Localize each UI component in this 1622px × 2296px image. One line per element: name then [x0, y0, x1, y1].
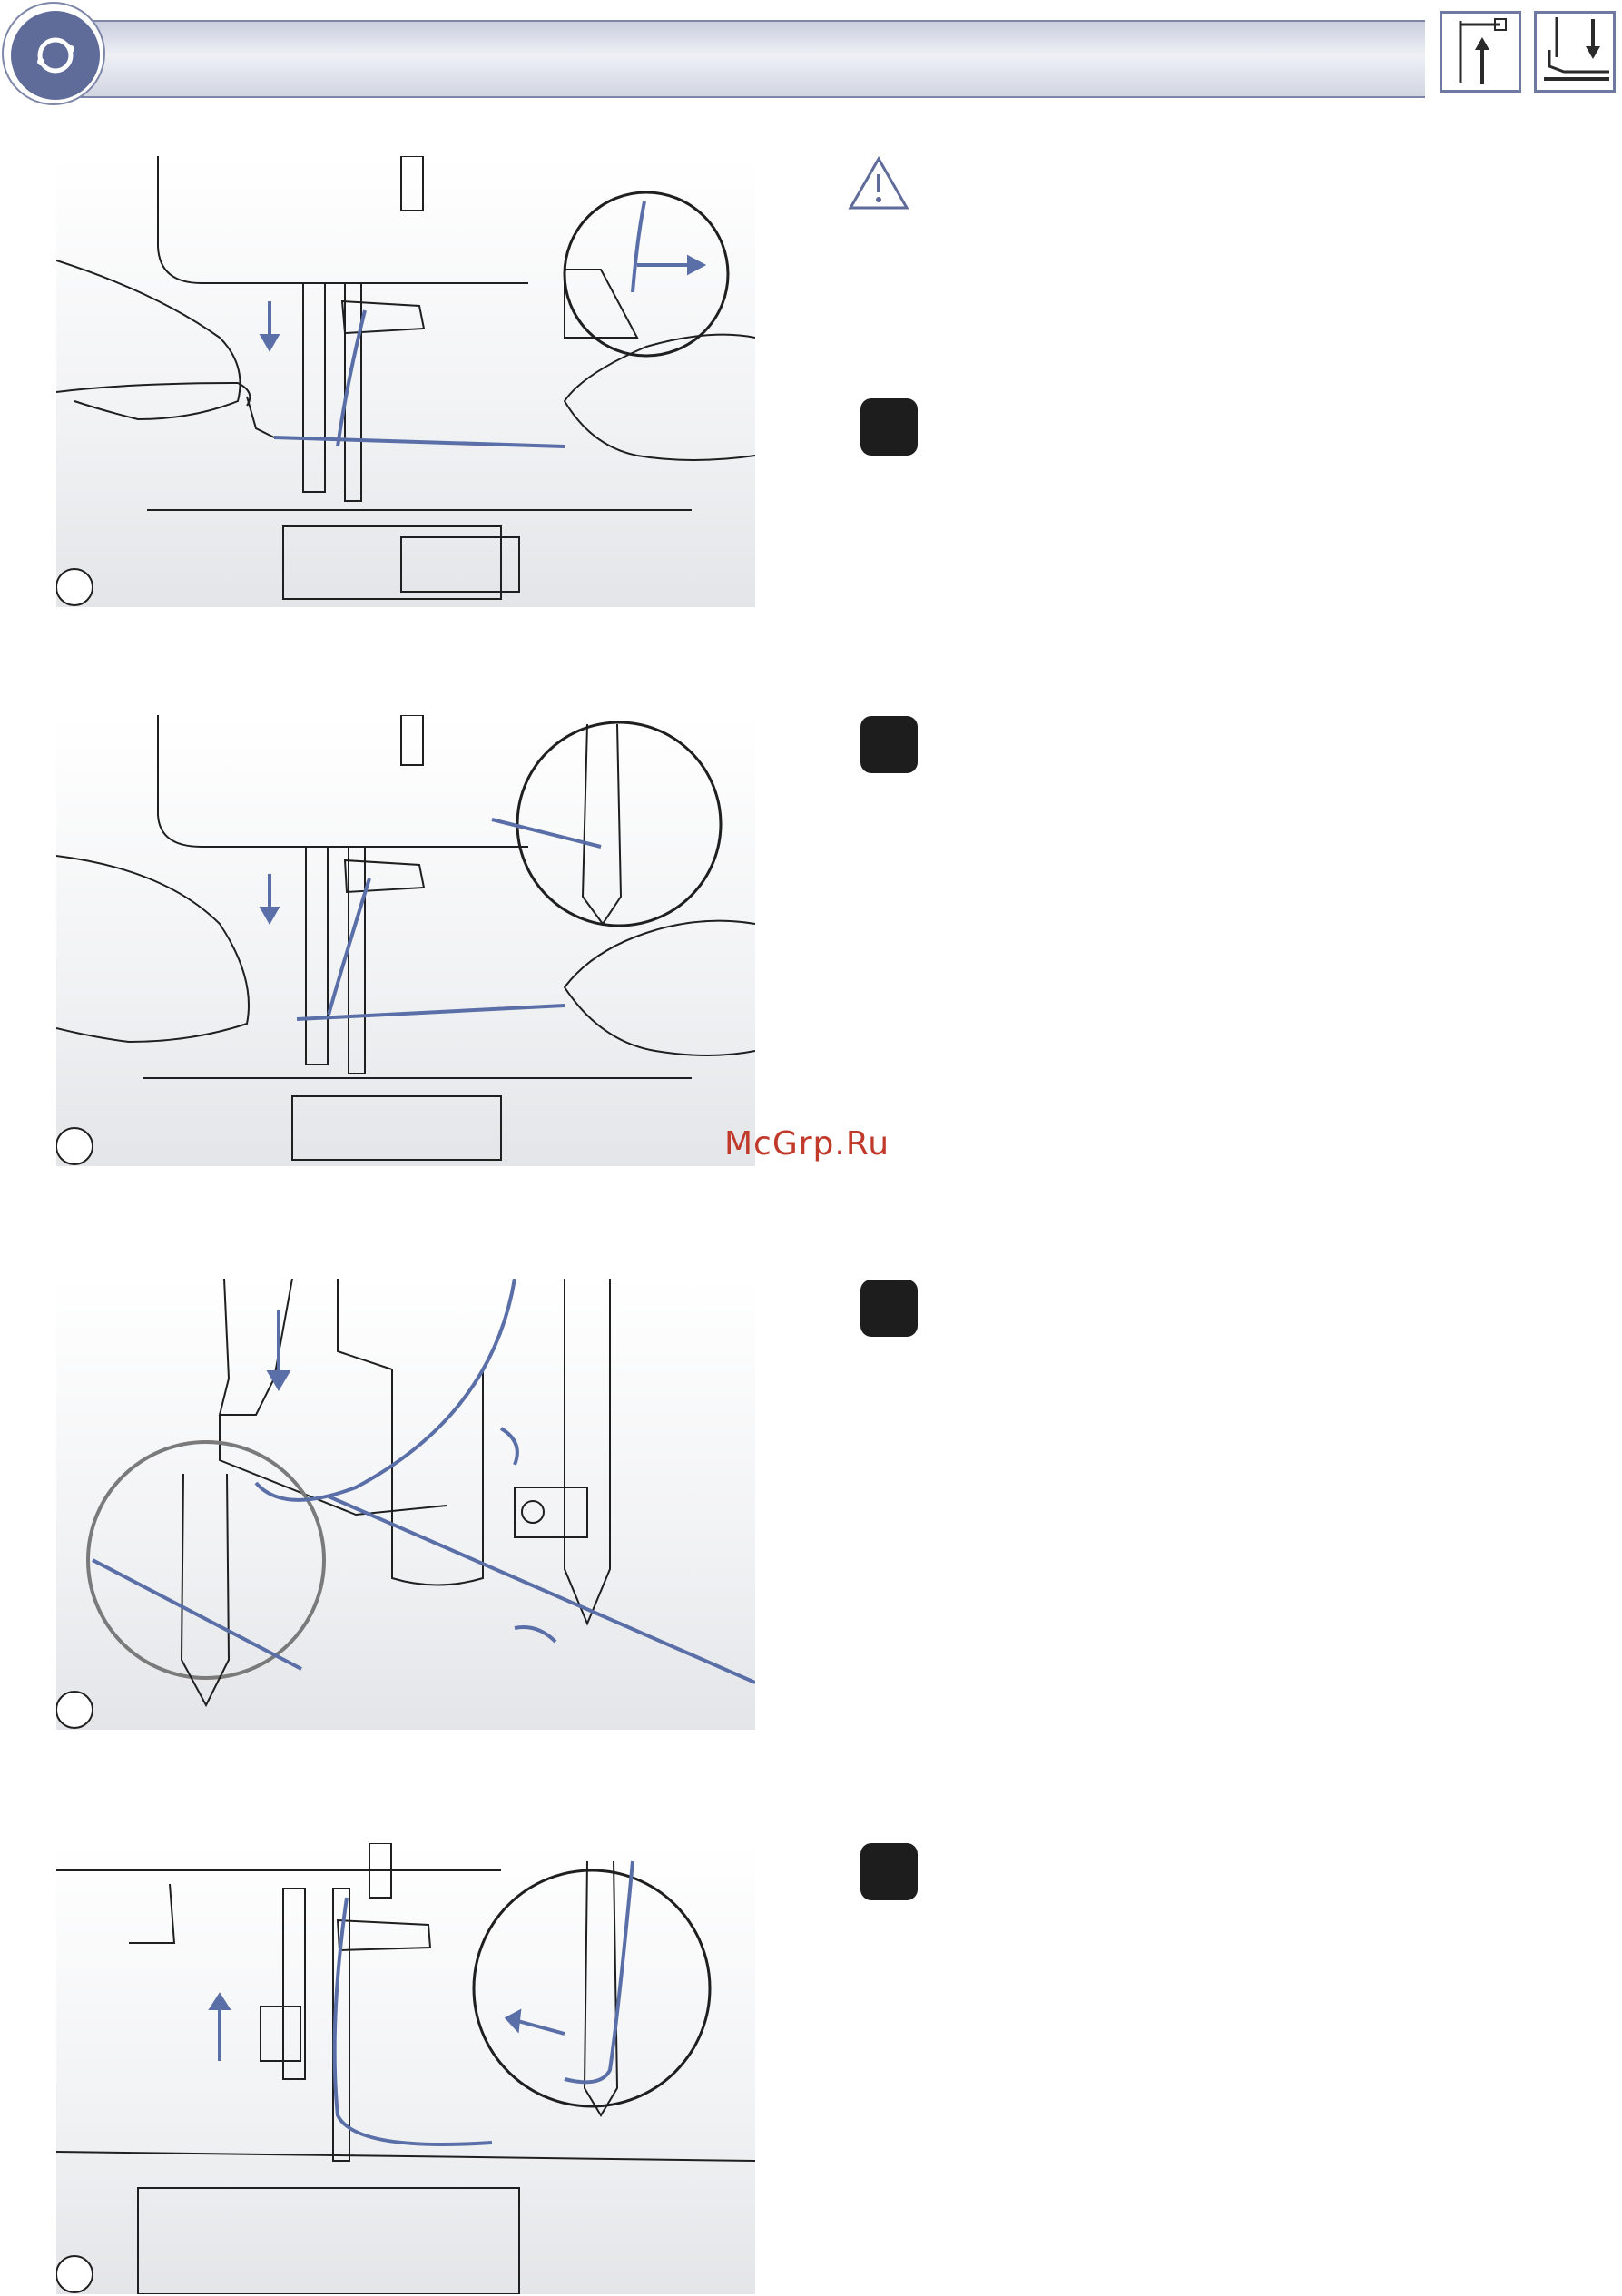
section-badge [2, 2, 105, 105]
needle-threader-hook-illustration [56, 1279, 755, 1730]
figure-step-3 [56, 1279, 755, 1730]
header-bar [44, 20, 1425, 98]
warning-triangle-icon [848, 156, 909, 215]
step-badge-3 [860, 1280, 918, 1337]
step-badge-4 [860, 1843, 918, 1900]
presser-foot-circle-icon [11, 11, 100, 100]
watermark-text: McGrp.Ru [724, 1125, 890, 1163]
needle-up-icon [1440, 11, 1521, 93]
step-badge-1 [860, 398, 918, 456]
step-badge-2 [860, 716, 918, 773]
figure-step-2 [56, 715, 755, 1166]
figure-step-4 [56, 1843, 755, 2294]
threading-presser-bar-guide-illustration [56, 156, 755, 607]
figure-step-1 [56, 156, 755, 607]
pull-thread-loop-illustration [56, 1843, 755, 2294]
presser-foot-down-icon [1534, 11, 1616, 93]
threading-needle-bar-guide-illustration [56, 715, 755, 1166]
